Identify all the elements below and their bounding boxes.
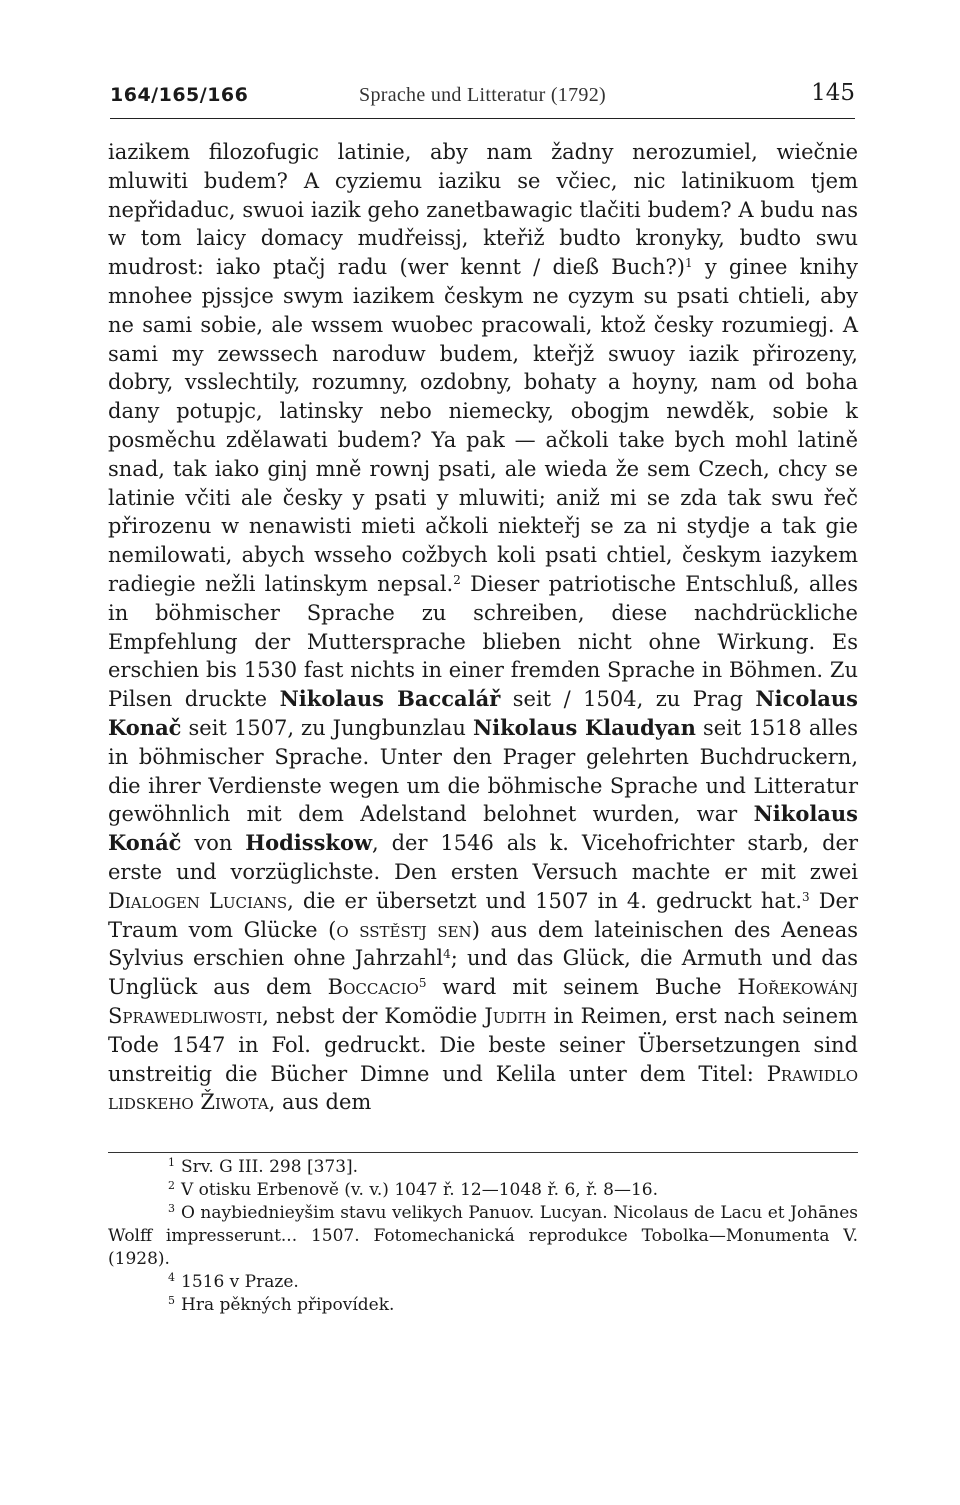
footnote-text: 1516 v Praze.	[181, 1272, 299, 1292]
text-run: y ginee knihy mnohee pjssjce swym iazikem českym ne cyzym su psati chtieli, aby ne sami sobie, ale wssem wuobec pracowali, ktož česky rozumiegj. A sami my zewssech naroduw budem, kteřjž swuoy iazik přirozeny, dobry, vsslechtily, rozumny, ozdobny, bohaty a hoyny, nam od boha dany potupjc, latinsky nebo niemecky, obogjm newděk, sobie k posměchu zdělawati budem? Ya pak — ačkoli take bych mohl latině snad, tak iako ginj mně rownj psati, ale wieda že sem Czech, chcy se latinie včiti ale česky y psati y mluwiti; aniž mi se zda tak swu řeč přirozenu w nenawisti mieti ačkoli niekteřj se za ni stydje a tak gie nemilowati, abych wsseho cožbych koli psati chtiel, českym iazykem radiegie nežli latinskym nepsal.	[108, 255, 858, 596]
main-text	[108, 138, 858, 1117]
text-run: iazikem filozofugic latinie, aby nam žadny nerozumiel, wiečnie mluwiti budem? A cyziemu iaziku se včiec, nic latinikuom tjem nepřidaduc, swuoi iazik geho zanetbawagic tlačiti budem? A budu nas w tom laicy domacy mudřeissj, kteřiž budto kronyky, budto swu mudrost: iako ptačj radu (wer kennt / dieß Buch?)	[108, 140, 858, 280]
place-name: Hodisskow	[245, 830, 373, 856]
footnote	[108, 1202, 858, 1271]
person-name: Nicolaus Konač	[108, 686, 859, 740]
footnote-ref: 5	[418, 976, 427, 991]
footnotes	[108, 1156, 858, 1317]
text-run: in Reimen, erst nach seinem Tode 1547 in Fol. gedruckt. Die beste seiner Übersetzungen sind unstreitig die Bücher Dimne und Kelila unter dem Titel:	[108, 1003, 858, 1086]
text-run: , der 1546 als k. Vicehofrichter starb, der erste und vorzüglichste. Den ersten Versuch machte er mit zwei	[108, 831, 858, 884]
footnote-ref: 3	[802, 889, 810, 904]
footnote-divider	[108, 1152, 858, 1153]
work-title: Prawidlo lidskeho Žiwota	[108, 1061, 858, 1115]
text-run: ) aus dem lateinischen des Aeneas Sylvius erschien ohne Jahrzahl	[108, 917, 858, 971]
page-number: 145	[811, 80, 855, 106]
footnote-number: 1	[168, 1156, 175, 1169]
footnote-number: 3	[168, 1202, 175, 1215]
text-run: seit 1518 alles in böhmischer Sprache. Unter den Prager gelehrten Buchdruckern, die ihrer Verdienste wegen um die böhmische Sprache und Litteratur gewöhnlich mit dem Adelstand belohnet wurden, war	[108, 715, 858, 827]
text-run: ; und das Glück, die Armuth und das Unglück aus dem	[108, 946, 858, 1000]
footnote	[108, 1179, 858, 1202]
footnote-ref: 4	[443, 947, 451, 962]
text-run: seit / 1504, zu Prag	[500, 687, 756, 712]
work-title: Hořekowánj Sprawedliwosti	[108, 975, 858, 1028]
page-range: 164/165/166	[110, 84, 249, 106]
work-title: o sstěstj sen	[336, 917, 472, 942]
footnote-text: Hra pěkných připovídek.	[181, 1295, 395, 1315]
running-header	[110, 78, 855, 119]
running-title: Sprache und Litteratur (1792)	[359, 84, 606, 106]
text-run: seit 1507, zu Jungbunzlau	[181, 715, 473, 740]
person-name: Nikolaus Konáč	[108, 801, 858, 856]
footnote	[108, 1294, 858, 1317]
footnote-text: O naybiednieyšim stavu velikych Panuov. Lucyan. Nicolaus de Lacu et Johānes Wolff impresserunt... 1507. Fotomechanická reprodukce Tobolka—Monumenta V. (1928).	[108, 1203, 858, 1269]
text-run: , die er übersetzt und 1507 in 4. gedruckt hat.	[287, 888, 803, 913]
paragraph	[108, 138, 858, 1117]
footnote-ref: 1	[684, 256, 693, 271]
person-name: Nikolaus Klaudyan	[472, 714, 696, 740]
work-title: Boccacio	[327, 975, 419, 1000]
text-run: , nebst der Komödie	[262, 1003, 485, 1028]
footnote	[108, 1156, 858, 1179]
footnote-number: 5	[168, 1294, 175, 1307]
footnote-text: Srv. G III. 298 [373].	[181, 1157, 359, 1177]
person-name: Nikolaus Baccalář	[279, 686, 501, 712]
text-run: Dieser patriotische Entschluß, alles in böhmischer Sprache zu schreiben, diese nachdrückliche Empfehlung der Muttersprache blieben nicht ohne Wirkung. Es erschien bis 1530 fast nichts in einer fremden Sprache in Böhmen. Zu Pilsen druckte	[108, 571, 858, 712]
footnote-number: 2	[168, 1179, 175, 1192]
text-run: Der Traum vom Glücke (	[108, 888, 858, 942]
text-run: von	[181, 831, 246, 856]
footnote-number: 4	[168, 1271, 175, 1284]
footnote-text: V otisku Erbenově (v. v.) 1047 ř. 12—1048 ř. 6, ř. 8—16.	[181, 1180, 658, 1200]
text-run: , aus dem	[268, 1090, 372, 1115]
footnote	[108, 1271, 858, 1294]
footnote-ref: 2	[453, 572, 461, 587]
work-title: Judith	[484, 1003, 547, 1028]
work-title: Dialogen Lucians	[108, 888, 288, 913]
text-run: ward mit seinem Buche	[426, 975, 738, 1000]
